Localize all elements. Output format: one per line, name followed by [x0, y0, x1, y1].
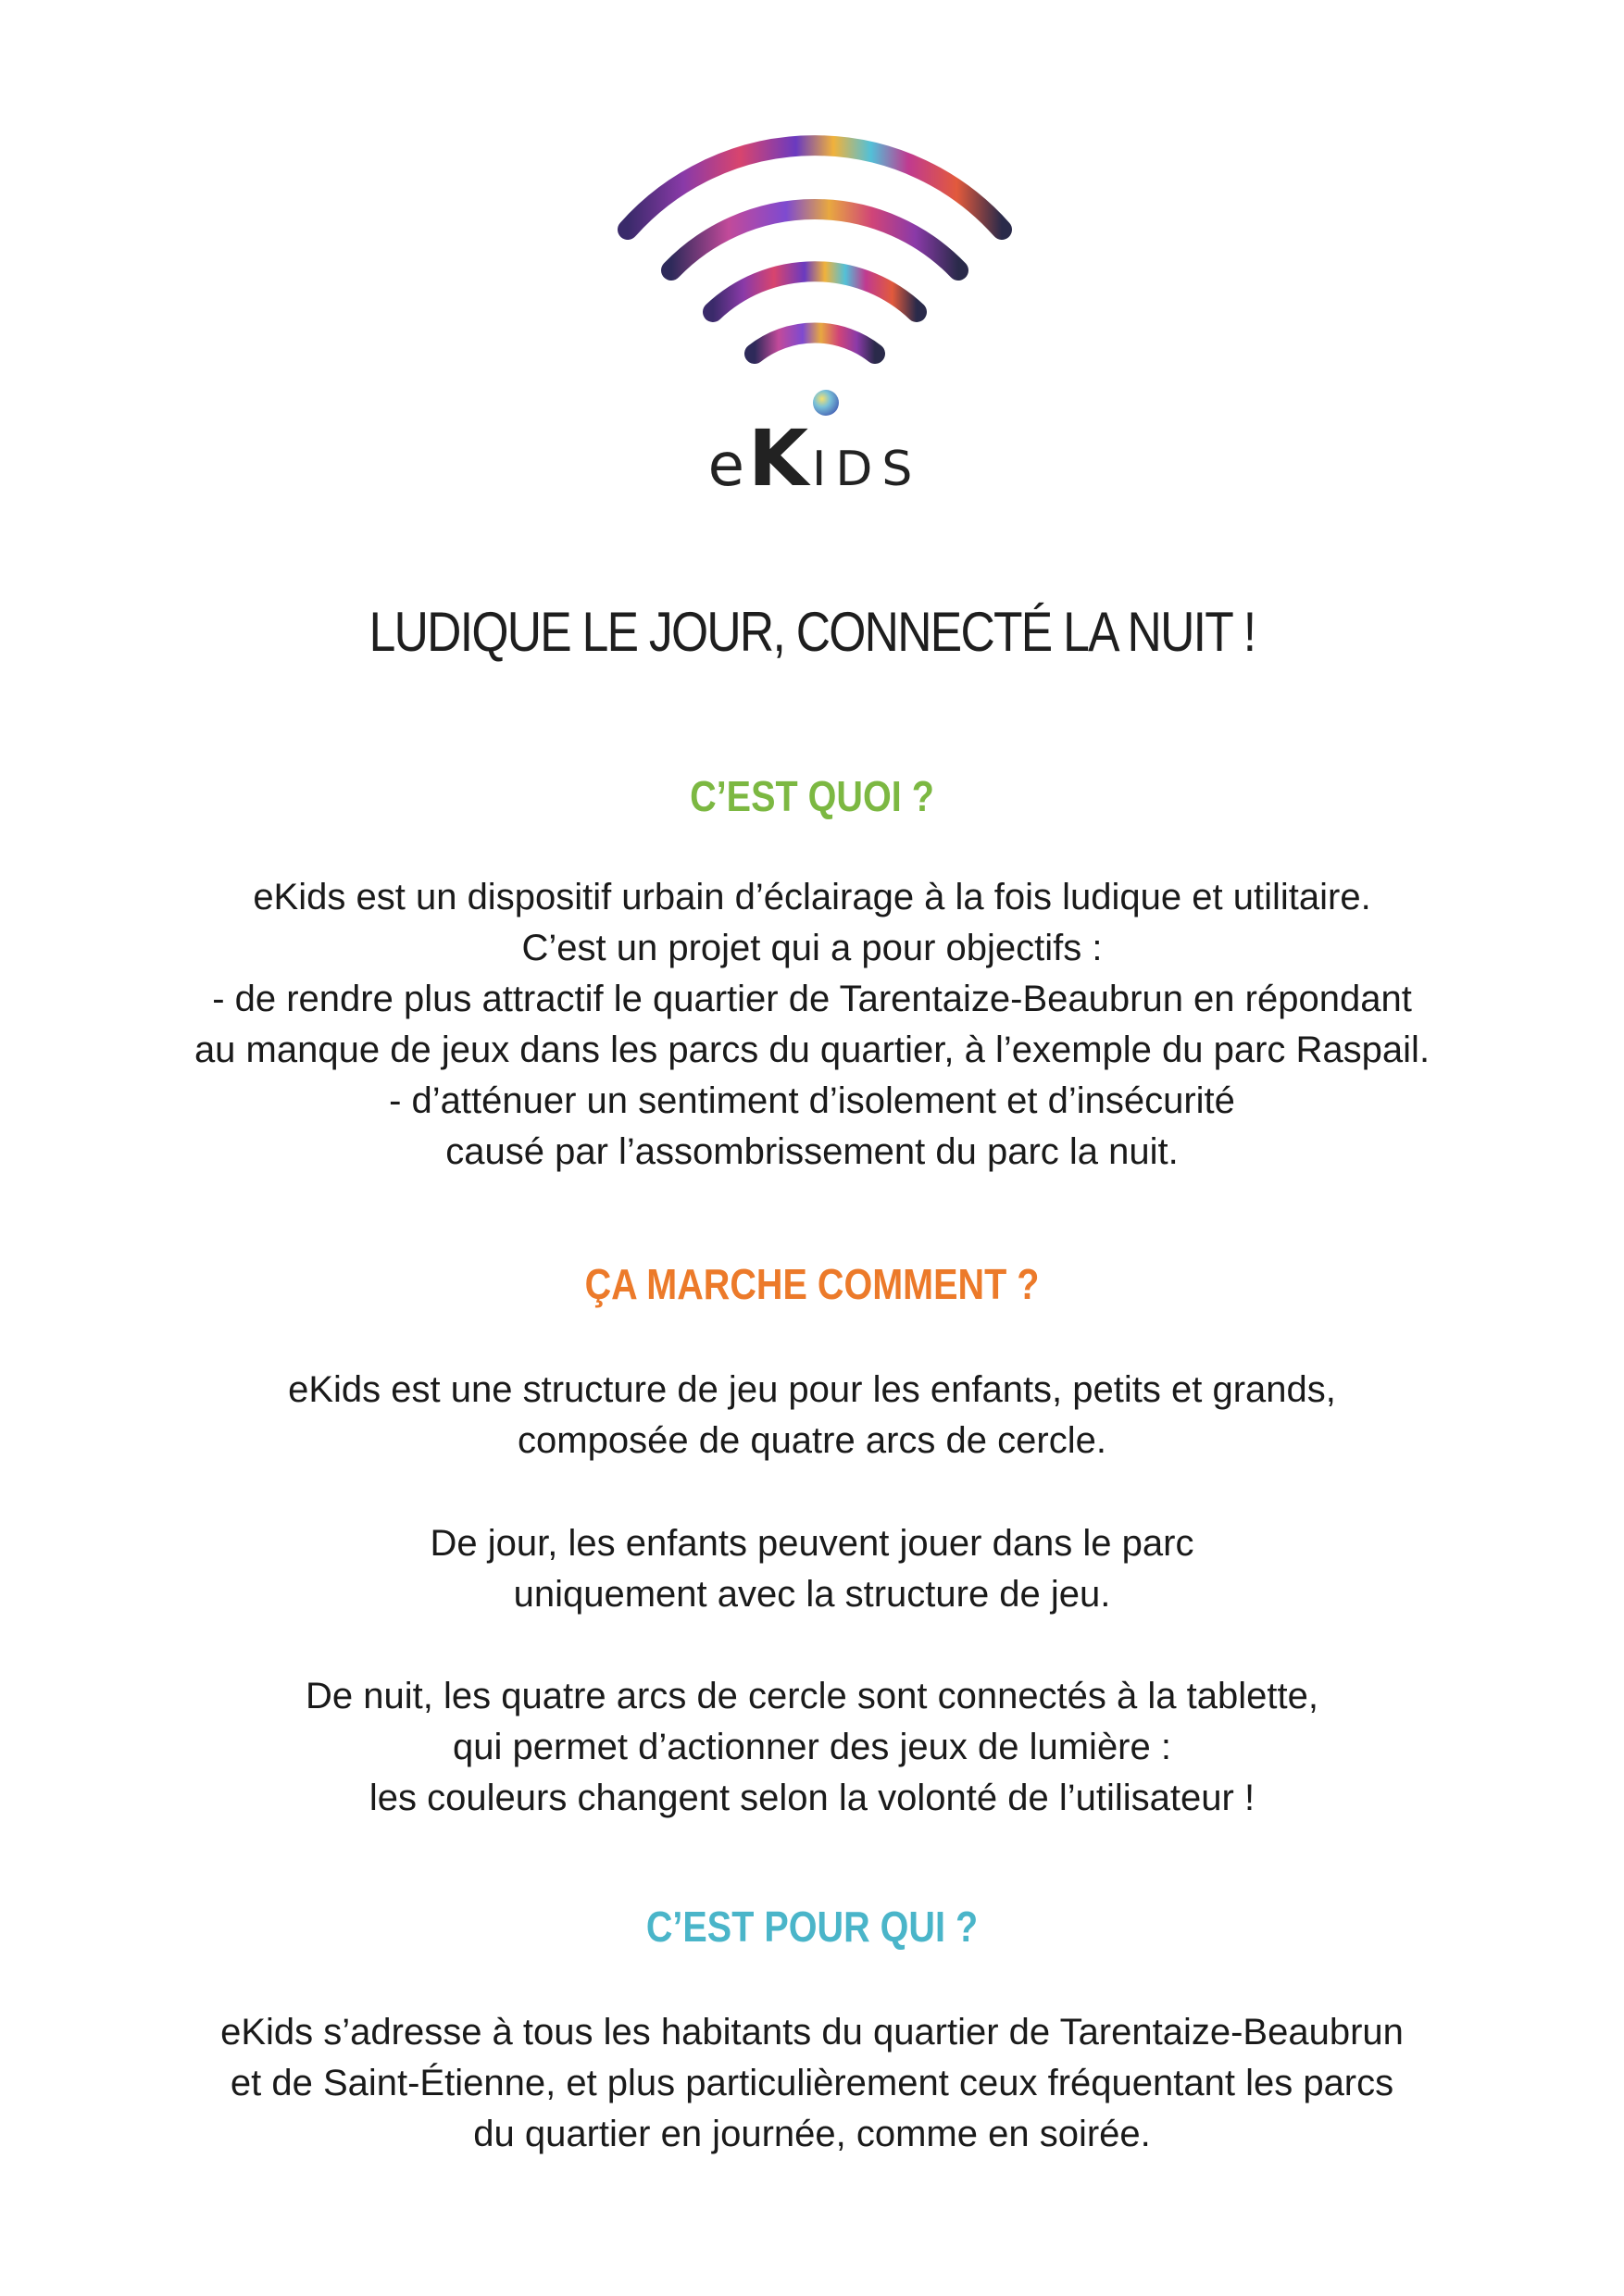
second-arc	[671, 209, 958, 270]
section-body-de-nuit	[93, 1671, 1531, 1824]
section-body-de-jour	[93, 1518, 1531, 1620]
text-line: les couleurs changent selon la volonté de l’utilisateur !	[369, 1778, 1255, 1818]
ekids-wordmark: eKIDS	[707, 413, 922, 504]
section-heading-cest-pour-qui: C’EST POUR QUI ?	[645, 1903, 979, 1951]
text-line: C’est un projet qui a pour objectifs :	[521, 928, 1103, 968]
text-line: et de Saint-Étienne, et plus particulièrement ceux fréquentant les parcs	[230, 2063, 1394, 2103]
text-line: causé par l’assombrissement du parc la nuit.	[445, 1131, 1179, 1172]
text-line: eKids est un dispositif urbain d’éclairage à la fois ludique et utilitaire.	[253, 877, 1371, 917]
text-line: eKids s’adresse à tous les habitants du quartier de Tarentaize-Beaubrun	[220, 2012, 1404, 2053]
inner-arc	[755, 332, 875, 354]
section-heading-cest-quoi: C’EST QUOI ?	[690, 772, 934, 820]
text-line: composée de quatre arcs de cercle.	[518, 1420, 1106, 1461]
logo-dot	[813, 390, 839, 416]
page-title: LUDIQUE LE JOUR, CONNECTÉ LA NUIT !	[369, 601, 1255, 663]
section-body-cest-quoi	[93, 872, 1531, 1178]
text-line: - de rendre plus attractif le quartier de Tarentaize-Beaubrun en répondant	[212, 979, 1412, 1019]
third-arc	[713, 271, 917, 312]
section-body-structure	[93, 1365, 1531, 1466]
text-line: qui permet d’actionner des jeux de lumière :	[453, 1727, 1171, 1767]
wifi-arcs-icon	[602, 120, 1028, 426]
ekids-logo	[602, 120, 1028, 509]
section-body-cest-pour-qui	[93, 2007, 1531, 2160]
text-line: du quartier en journée, comme en soirée.	[473, 2114, 1151, 2154]
text-line: De jour, les enfants peuvent jouer dans le parc	[430, 1523, 1194, 1564]
text-line: eKids est une structure de jeu pour les enfants, petits et grands,	[288, 1369, 1336, 1410]
text-line: - d’atténuer un sentiment d’isolement et d’insécurité	[389, 1080, 1235, 1121]
text-line: uniquement avec la structure de jeu.	[513, 1574, 1111, 1615]
text-line: De nuit, les quatre arcs de cercle sont connectés à la tablette,	[306, 1676, 1318, 1716]
section-heading-ca-marche-comment: ÇA MARCHE COMMENT ?	[584, 1260, 1040, 1308]
text-line: au manque de jeux dans les parcs du quartier, à l’exemple du parc Raspail.	[194, 1029, 1430, 1070]
